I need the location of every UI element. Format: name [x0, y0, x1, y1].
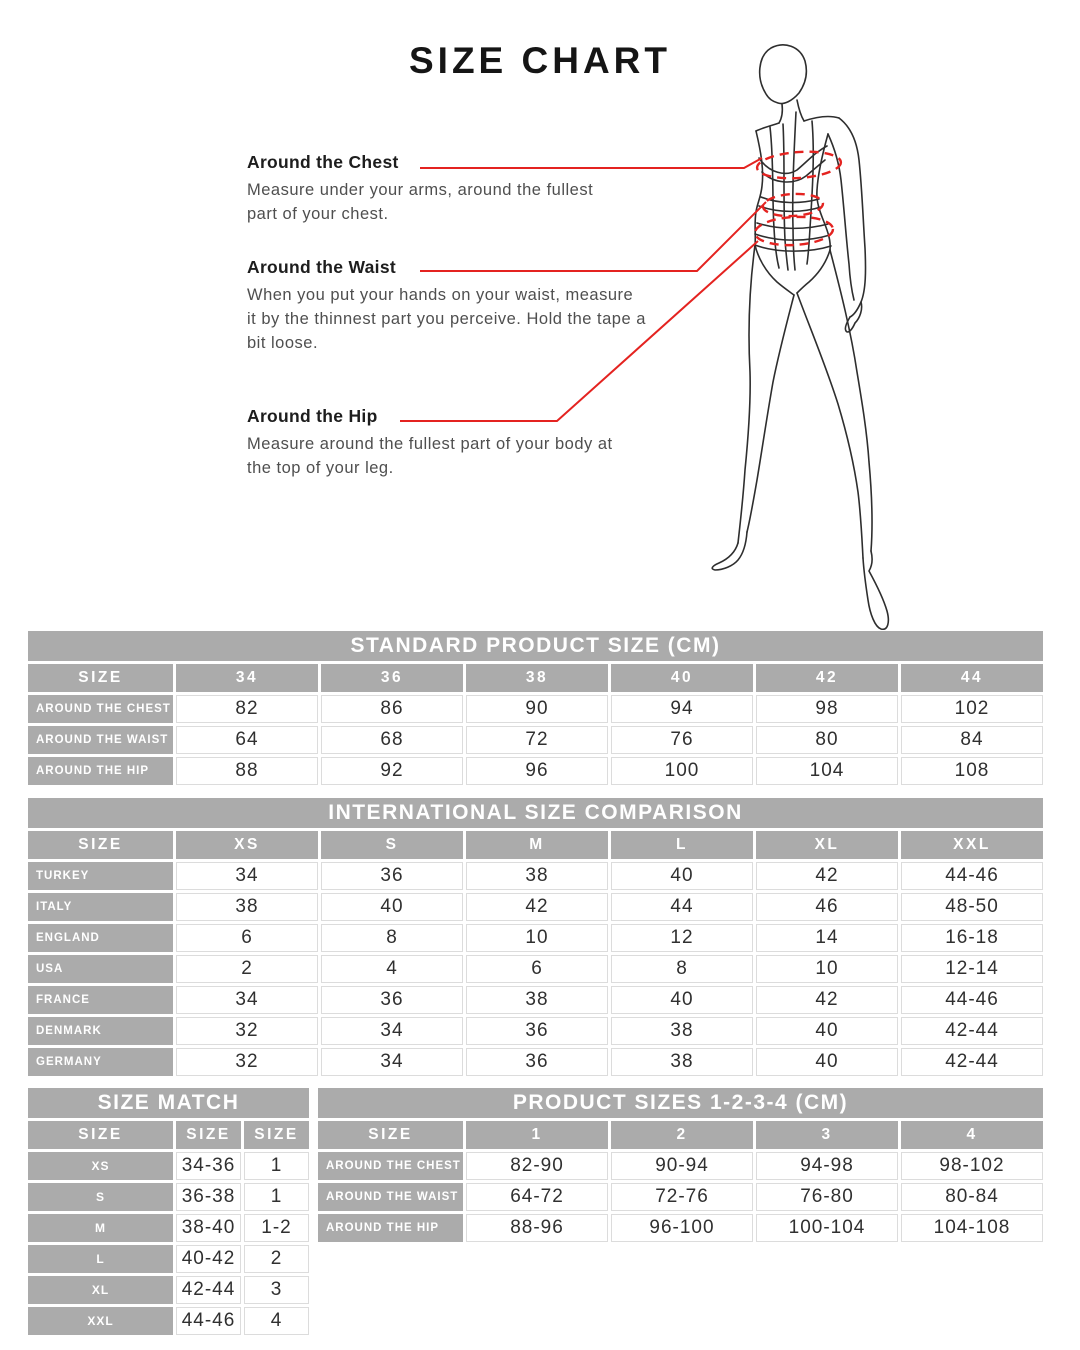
value-cell: 2 [176, 955, 318, 983]
product-sizes-1-2-3-4-table [318, 1088, 1043, 1242]
measurement-heading: Around the Chest [247, 152, 399, 172]
value-cell: 34-36 [176, 1152, 241, 1180]
row-label: DENMARK [28, 1017, 173, 1045]
column-header: SIZE [28, 1121, 173, 1149]
value-cell: 34 [321, 1017, 463, 1045]
measurement-heading: Around the Hip [247, 406, 378, 426]
value-cell: 90 [466, 695, 608, 723]
column-header: 42 [756, 664, 898, 692]
value-cell: 64 [176, 726, 318, 754]
value-cell: 98 [756, 695, 898, 723]
column-header: M [466, 831, 608, 859]
row-label: M [28, 1214, 173, 1242]
value-cell: 38 [466, 986, 608, 1014]
table-row [28, 1017, 1043, 1045]
value-cell: 88-96 [466, 1214, 608, 1242]
row-label: XXL [28, 1307, 173, 1335]
column-header: 4 [901, 1121, 1043, 1149]
column-header: SIZE [28, 664, 173, 692]
table-header-row [28, 1121, 309, 1149]
value-cell: 94-98 [756, 1152, 898, 1180]
value-cell: 40 [756, 1048, 898, 1076]
measurement-block-waist [247, 257, 647, 356]
value-cell: 10 [756, 955, 898, 983]
column-header: XL [756, 831, 898, 859]
value-cell: 44-46 [176, 1307, 241, 1335]
row-label: XS [28, 1152, 173, 1180]
value-cell: 36 [466, 1017, 608, 1045]
value-cell: 36 [321, 986, 463, 1014]
value-cell: 12-14 [901, 955, 1043, 983]
table-title: STANDARD PRODUCT SIZE (CM) [28, 631, 1043, 661]
column-header: SIZE [28, 831, 173, 859]
column-header: 3 [756, 1121, 898, 1149]
value-cell: 68 [321, 726, 463, 754]
value-cell: 104-108 [901, 1214, 1043, 1242]
value-cell: 82-90 [466, 1152, 608, 1180]
row-label: L [28, 1245, 173, 1273]
column-header: 44 [901, 664, 1043, 692]
column-header: XXL [901, 831, 1043, 859]
value-cell: 12 [611, 924, 753, 952]
value-cell: 36 [466, 1048, 608, 1076]
value-cell: 40 [611, 986, 753, 1014]
standard-product-size-table [28, 631, 1043, 785]
column-header: S [321, 831, 463, 859]
measurement-description: Measure under your arms, around the fullest part of your chest. [247, 181, 594, 223]
value-cell: 4 [321, 955, 463, 983]
column-header: 38 [466, 664, 608, 692]
value-cell: 84 [901, 726, 1043, 754]
value-cell: 90-94 [611, 1152, 753, 1180]
row-label: USA [28, 955, 173, 983]
column-header: L [611, 831, 753, 859]
row-label: TURKEY [28, 862, 173, 890]
value-cell: 100 [611, 757, 753, 785]
value-cell: 44-46 [901, 862, 1043, 890]
value-cell: 8 [321, 924, 463, 952]
value-cell: 1 [244, 1152, 309, 1180]
value-cell: 36-38 [176, 1183, 241, 1211]
table-header-row [28, 831, 1043, 859]
table-header-row [28, 664, 1043, 692]
table-row [318, 1183, 1043, 1211]
table-title: INTERNATIONAL SIZE COMPARISON [28, 798, 1043, 828]
value-cell: 100-104 [756, 1214, 898, 1242]
table-row [28, 862, 1043, 890]
value-cell: 16-18 [901, 924, 1043, 952]
row-label: AROUND THE HIP [28, 757, 173, 785]
column-header: 2 [611, 1121, 753, 1149]
value-cell: 40 [321, 893, 463, 921]
value-cell: 104 [756, 757, 898, 785]
value-cell: 88 [176, 757, 318, 785]
value-cell: 34 [176, 862, 318, 890]
row-label: FRANCE [28, 986, 173, 1014]
value-cell: 42-44 [176, 1276, 241, 1304]
value-cell: 34 [321, 1048, 463, 1076]
value-cell: 32 [176, 1048, 318, 1076]
value-cell: 42-44 [901, 1048, 1043, 1076]
value-cell: 82 [176, 695, 318, 723]
value-cell: 38-40 [176, 1214, 241, 1242]
value-cell: 72 [466, 726, 608, 754]
value-cell: 96-100 [611, 1214, 753, 1242]
page-title: SIZE CHART [409, 40, 671, 81]
value-cell: 34 [176, 986, 318, 1014]
table-row [28, 1214, 309, 1242]
value-cell: 42-44 [901, 1017, 1043, 1045]
measurement-block-hip [247, 406, 632, 481]
value-cell: 40 [756, 1017, 898, 1045]
measurement-description: Measure around the fullest part of your body at the top of your leg. [247, 435, 613, 477]
figure-leg-left-inner [747, 295, 794, 532]
figure-foot-right [863, 551, 888, 629]
table-row [28, 924, 1043, 952]
row-label: XL [28, 1276, 173, 1304]
value-cell: 38 [611, 1017, 753, 1045]
value-cell: 1 [244, 1183, 309, 1211]
value-cell: 64-72 [466, 1183, 608, 1211]
measurement-heading: Around the Waist [247, 257, 397, 277]
table-row [28, 955, 1043, 983]
row-label: AROUND THE CHEST [318, 1152, 463, 1180]
value-cell: 72-76 [611, 1183, 753, 1211]
value-cell: 6 [466, 955, 608, 983]
row-label: GERMANY [28, 1048, 173, 1076]
column-header: 1 [466, 1121, 608, 1149]
measurement-block-chest [247, 152, 615, 227]
table-row [28, 1152, 309, 1180]
column-header: 40 [611, 664, 753, 692]
table-row [28, 1276, 309, 1304]
value-cell: 8 [611, 955, 753, 983]
value-cell: 42 [756, 986, 898, 1014]
column-header: 34 [176, 664, 318, 692]
table-row [28, 1245, 309, 1273]
table-row [318, 1214, 1043, 1242]
table-title: PRODUCT SIZES 1-2-3-4 (CM) [318, 1088, 1043, 1118]
column-header: XS [176, 831, 318, 859]
value-cell: 80 [756, 726, 898, 754]
value-cell: 4 [244, 1307, 309, 1335]
value-cell: 76-80 [756, 1183, 898, 1211]
column-header: 36 [321, 664, 463, 692]
value-cell: 44 [611, 893, 753, 921]
figure-arm-inner [828, 134, 854, 300]
figure-foot-left [712, 532, 747, 570]
value-cell: 36 [321, 862, 463, 890]
row-label: ENGLAND [28, 924, 173, 952]
row-label: AROUND THE WAIST [28, 726, 173, 754]
value-cell: 38 [611, 1048, 753, 1076]
column-header: SIZE [318, 1121, 463, 1149]
value-cell: 102 [901, 695, 1043, 723]
measurement-description: When you put your hands on your waist, measure it by the thinnest part you perceive. Hold the tape a bit loose. [247, 286, 646, 352]
value-cell: 46 [756, 893, 898, 921]
row-label: ITALY [28, 893, 173, 921]
row-label: AROUND THE WAIST [318, 1183, 463, 1211]
size-match-table [28, 1088, 309, 1335]
column-header: SIZE [244, 1121, 309, 1149]
value-cell: 32 [176, 1017, 318, 1045]
table-row [28, 695, 1043, 723]
value-cell: 94 [611, 695, 753, 723]
table-row [318, 1152, 1043, 1180]
value-cell: 96 [466, 757, 608, 785]
row-label: AROUND THE HIP [318, 1214, 463, 1242]
value-cell: 76 [611, 726, 753, 754]
table-row [28, 1307, 309, 1335]
figure-leotard-right [797, 250, 830, 293]
value-cell: 3 [244, 1276, 309, 1304]
croquis-line-art [712, 45, 888, 629]
table-row [28, 1048, 1043, 1076]
column-header: SIZE [176, 1121, 241, 1149]
value-cell: 86 [321, 695, 463, 723]
row-label: AROUND THE CHEST [28, 695, 173, 723]
table-header-row [318, 1121, 1043, 1149]
table-row [28, 986, 1043, 1014]
table-row [28, 1183, 309, 1211]
chest-ellipse [756, 149, 842, 181]
value-cell: 6 [176, 924, 318, 952]
table-row [28, 893, 1043, 921]
figure-leg-right-inner [797, 293, 863, 558]
figure-leg-left-outer [738, 245, 755, 543]
value-cell: 92 [321, 757, 463, 785]
value-cell: 44-46 [901, 986, 1043, 1014]
value-cell: 1-2 [244, 1214, 309, 1242]
table-title: SIZE MATCH [28, 1088, 309, 1118]
measurement-loops [754, 149, 841, 247]
value-cell: 10 [466, 924, 608, 952]
value-cell: 38 [176, 893, 318, 921]
value-cell: 98-102 [901, 1152, 1043, 1180]
value-cell: 38 [466, 862, 608, 890]
value-cell: 80-84 [901, 1183, 1043, 1211]
value-cell: 40 [611, 862, 753, 890]
value-cell: 42 [756, 862, 898, 890]
value-cell: 14 [756, 924, 898, 952]
value-cell: 2 [244, 1245, 309, 1273]
international-size-comparison-table [28, 798, 1043, 1076]
table-row [28, 757, 1043, 785]
value-cell: 108 [901, 757, 1043, 785]
row-label: S [28, 1183, 173, 1211]
value-cell: 48-50 [901, 893, 1043, 921]
figure-head [760, 45, 807, 104]
table-row [28, 726, 1043, 754]
value-cell: 40-42 [176, 1245, 241, 1273]
value-cell: 42 [466, 893, 608, 921]
